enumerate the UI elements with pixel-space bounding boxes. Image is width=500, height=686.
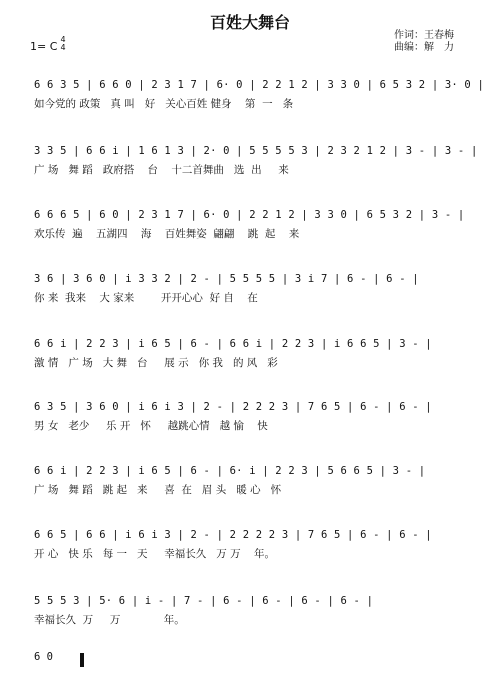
lyric-line: 开 心 快 乐 每 一 天 幸福长久 万 万 年。 xyxy=(34,548,275,560)
note-line: 5 5 5 3 | 5· 6 | i - | 7 - | 6 - | 6 - | 6 - | 6 - | xyxy=(34,595,374,607)
lyric-line: 你 来 我来 大 家来 开开心心 好 自 在 xyxy=(34,292,258,304)
note-line: 6 6 i | 2 2 3 | i 6 5 | 6 - | 6· i | 2 2 3 | 5 6 6 5 | 3 - | xyxy=(34,465,426,477)
song-title: 百姓大舞台 xyxy=(209,13,290,32)
note-line: 6 6 5 | 6 6 | i 6 i 3 | 2 - | 2 2 2 2 3 | 7 6 5 | 6 - | 6 - | xyxy=(34,529,432,541)
note-line: 6 6 i | 2 2 3 | i 6 5 | 6 - | 6 6 i | 2 2 3 | i 6 6 5 | 3 - | xyxy=(34,338,432,350)
time-signature-top: 4 xyxy=(60,35,66,44)
score-line xyxy=(0,204,500,264)
lyric-line: 广 场 舞 蹈 政府搭 台 十二首舞曲 选 出 来 xyxy=(34,164,289,176)
credits xyxy=(394,30,454,54)
ending-notes: 6 0 xyxy=(34,651,53,663)
composer-credit: 曲编：解 力 xyxy=(394,42,454,53)
final-barline xyxy=(80,653,84,667)
lyric-line: 男 女 老少 乐 开 怀 越跳心情 越 愉 快 xyxy=(34,420,268,432)
note-line: 3 6 | 3 6 0 | i 3 3 2 | 2 - | 5 5 5 5 | 3 i 7 | 6 - | 6 - | xyxy=(34,273,419,285)
lyric-line: 激 情 广 场 大 舞 台 展 示 你 我 的 风 彩 xyxy=(34,357,278,369)
note-line: 3 3 5 | 6 6 i | 1 6 1 3 | 2· 0 | 5 5 5 5 3 | 2 3 2 1 2 | 3 - | 3 - | xyxy=(34,145,478,157)
score-line xyxy=(0,590,500,650)
key-signature: 1= C xyxy=(30,40,58,53)
score-line xyxy=(0,268,500,328)
score-line xyxy=(0,460,500,520)
lyric-line: 广 场 舞 蹈 跳 起 来 喜 在 眉 头 暖 心 怀 xyxy=(34,484,282,496)
score-line xyxy=(0,74,500,134)
time-signature xyxy=(58,36,68,52)
score-line xyxy=(0,140,500,200)
note-line: 6 6 6 5 | 6 0 | 2 3 1 7 | 6· 0 | 2 2 1 2 | 3 3 0 | 6 5 3 2 | 3 - | xyxy=(34,209,465,221)
note-line: 6 3 5 | 3 6 0 | i 6 i 3 | 2 - | 2 2 2 3 | 7 6 5 | 6 - | 6 - | xyxy=(34,401,432,413)
lyric-line: 幸福长久 万 万 年。 xyxy=(34,614,185,626)
note-line: 6 6 3 5 | 6 6 0 | 2 3 1 7 | 6· 0 | 2 2 1 2 | 3 3 0 | 6 5 3 2 | 3· 0 | xyxy=(34,79,484,91)
time-signature-bottom: 4 xyxy=(60,43,66,52)
lyric-line: 欢乐传 遍 五湖四 海 百姓舞姿 翩翩 跳 起 来 xyxy=(34,228,300,240)
lyric-line: 如今党的 政策 真 叫 好 关心百姓 健身 第 一 条 xyxy=(34,98,294,110)
score-line xyxy=(0,396,500,456)
score-line xyxy=(0,333,500,393)
score-line xyxy=(0,524,500,584)
lyricist-credit: 作词：王春梅 xyxy=(394,30,454,41)
